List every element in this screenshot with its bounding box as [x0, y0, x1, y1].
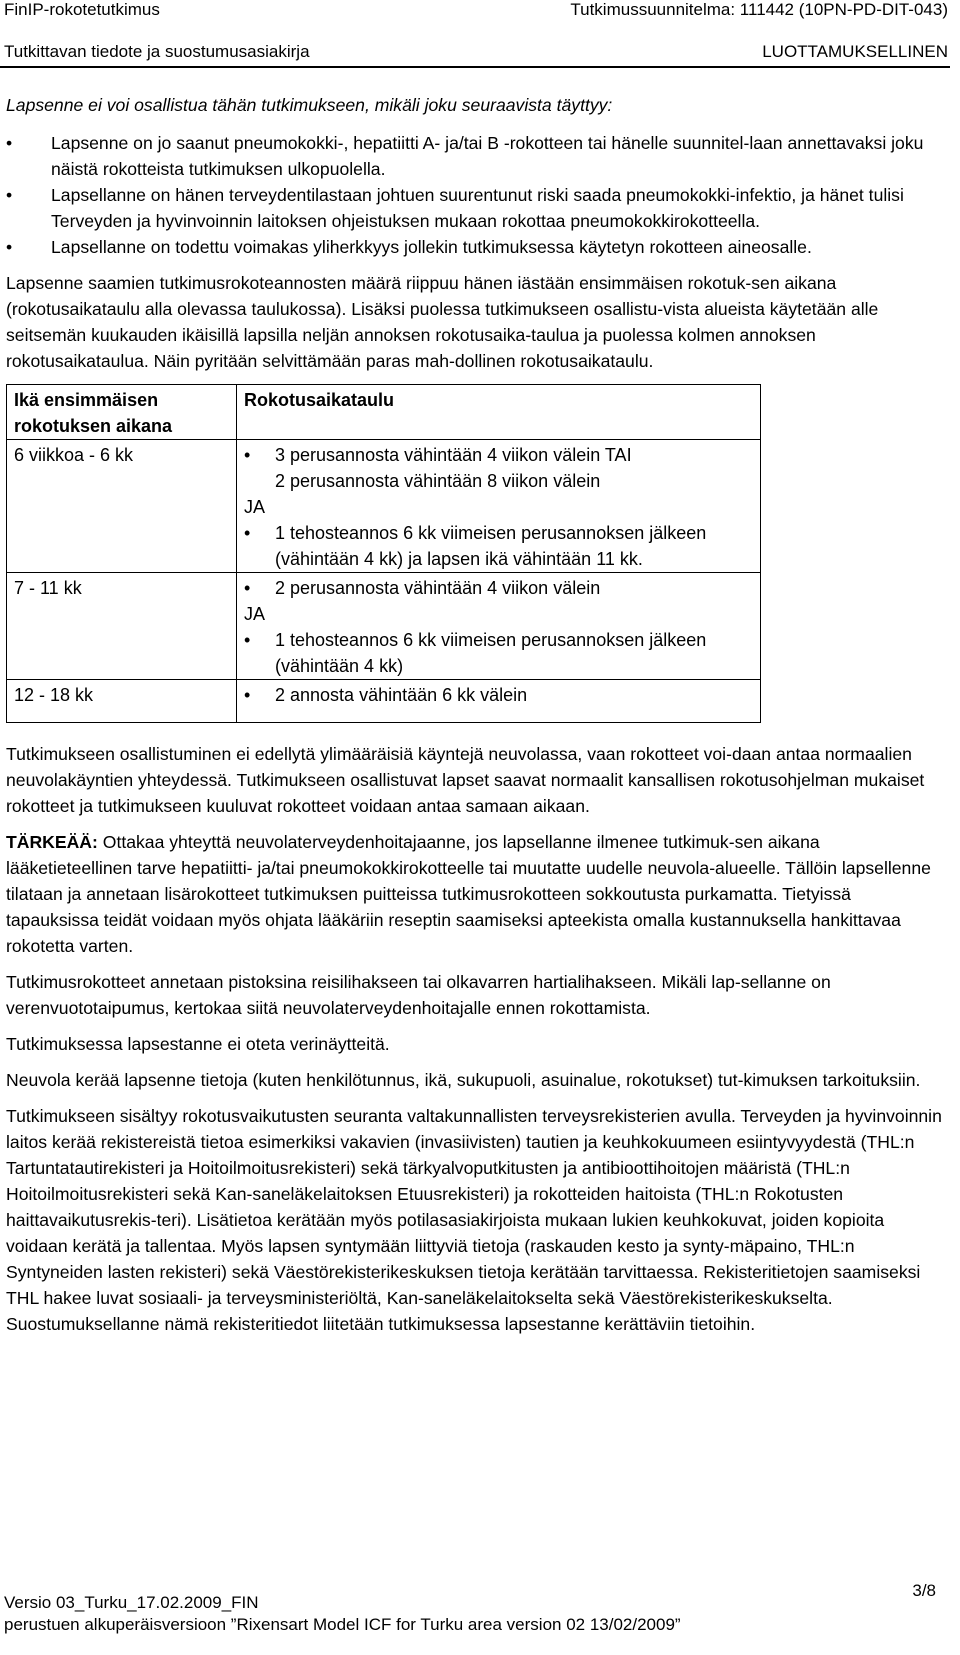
- header-confidential: LUOTTAMUKSELLINEN: [762, 42, 948, 61]
- paragraph-data-collection: Neuvola kerää lapsenne tietoja (kuten henkilötunnus, ikä, sukupuoli, asuinalue, rokotukset) tut-kimuksen tarkoituksiin.: [6, 1070, 921, 1090]
- schedule-line: 3 perusannosta vähintään 4 viikon välein TAI: [275, 445, 632, 465]
- header-org: FinIP-rokotetutkimus: [4, 0, 160, 19]
- paragraph-blood: Tutkimuksessa lapsestanne ei oteta verinäytteitä.: [6, 1034, 390, 1054]
- header-second-line: [4, 42, 948, 62]
- footer-version: Versio 03_Turku_17.02.2009_FIN: [4, 1593, 259, 1612]
- schedule-line: 2 perusannosta vähintään 4 viikon välein: [275, 578, 601, 598]
- col-age-header: Ikä ensimmäisen rokotuksen aikana: [7, 385, 237, 440]
- exclusion-list: [6, 130, 944, 260]
- schedule-line: 2 perusannosta vähintään 8 viikon välein: [275, 471, 601, 491]
- schedule-line: 2 annosta vähintään 6 kk välein: [275, 685, 528, 705]
- header-top-line: [4, 0, 948, 20]
- header-divider: [0, 66, 950, 68]
- paragraph-visits: Tutkimukseen osallistuminen ei edellytä ylimääräisiä käyntejä neuvolassa, vaan rokotteet voi-daan antaa normaalien neuvolakäyntien yhteydessä. Tutkimukseen osallistuvat lapset saavat normaalit kansallisen rokotusohjelman mukaiset rokotteet ja tutkimukseen kuuluvat rokotteet voidaan antaa samaan aikaan.: [6, 744, 925, 816]
- schedule-intro: Lapsenne saamien tutkimusrokoteannosten määrä riippuu hänen iästään ensimmäisen rokotuk-sen aikana (rokotusaikataulu alla olevassa taulukossa). Lisäksi puolessa tutkimukseen osallistu-vista alueista käytetään alle seitsemän kuukauden ikäisillä lapsilla neljän annoksen rokotusaika-taulua ja puolessa kolmen annoksen rokotusaikataulua. Näin pyritään selvittämään paras mah-dollinen rokotusaikataulu.: [6, 273, 879, 371]
- schedule-line: JA: [244, 497, 266, 517]
- exclusion-item-text: Lapsellanne on hänen terveydentilastaan johtuen suurentunut riski saada pneumokokki-infektio, ja hänet tulisi Terveyden ja hyvinvoinnin laitoksen ohjeistuksen mukaan rokottaa pneumokokkirokotteella.: [51, 185, 904, 231]
- schedule-line: (vähintään 4 kk): [275, 656, 404, 676]
- col-schedule-header: Rokotusaikataulu: [237, 385, 761, 440]
- exclusion-item-text: Lapsenne on jo saanut pneumokokki-, hepatiitti A- ja/tai B -rokotteen tai hänelle suunnitel-laan annettavaksi joku näistä rokotteista tutkimuksen ulkopuolella.: [51, 133, 924, 179]
- paragraph-important: [6, 829, 944, 959]
- table-row: [7, 440, 761, 573]
- bullet-icon: •: [244, 630, 251, 650]
- footer: [4, 1581, 936, 1636]
- bullet-icon: •: [6, 237, 13, 257]
- bullet-icon: •: [244, 523, 251, 543]
- paragraph-injection: Tutkimusrokotteet annetaan pistoksina reisilihakseen tai olkavarren hartialihakseen. Mikäli lap-sellanne on verenvuototaipumus, kertokaa siitä neuvolaterveydenhoitajalle ennen rokottamista.: [6, 972, 831, 1018]
- schedule-cell: [237, 573, 761, 680]
- exclusion-item: [6, 234, 944, 260]
- table-row: [7, 680, 761, 723]
- schedule-line: (vähintään 4 kk) ja lapsen ikä vähintään 11 kk.: [275, 549, 643, 569]
- page-number: 3/8: [912, 1581, 936, 1600]
- exclusion-item: [6, 182, 944, 234]
- age-cell: 7 - 11 kk: [7, 573, 237, 680]
- schedule-line: JA: [244, 604, 266, 624]
- header-doc-type: Tutkittavan tiedote ja suostumusasiakirja: [4, 42, 310, 61]
- schedule-line: 1 tehosteannos 6 kk viimeisen perusannoksen jälkeen: [275, 630, 707, 650]
- schedule-cell: [237, 680, 761, 723]
- header-plan: Tutkimussuunnitelma: 111442 (10PN-PD-DIT-043): [570, 0, 948, 19]
- bullet-icon: •: [244, 685, 251, 705]
- exclusion-item-text: Lapsellanne on todettu voimakas yliherkkyys jollekin tutkimuksessa käytetyn rokotteen aineosalle.: [51, 237, 812, 257]
- bullet-icon: •: [244, 578, 251, 598]
- paragraph-registers: Tutkimukseen sisältyy rokotusvaikutusten seuranta valtakunnallisten terveysrekisterien avulla. Terveyden ja hyvinvoinnin laitos kerää rekistereistä tietoa esimerkiksi vakavien (invasiivisten) tautien ja keuhkokuumeen esiintyvyydestä (THL:n Tartuntatautirekisteri ja Hoitoilmoitusrekisteri) sekä tärkyalvoputkitusten ja antibioottihoitojen määristä (THL:n Hoitoilmoitusrekisteri sekä Kan-saneläkelaitoksen Etuusrekisteri) ja rokotteiden haitoista (THL:n Rokotusten haittavaikutusrekis-teri). Lisätietoa kerätään myös potilasasiakirjoista mukaan lukien keuhkokuvat, joiden kopioita voidaan kerätä ja tallentaa. Myös lapsen syntymään liittyviä tietoja (raskauden kesto ja synty-mäpaino, THL:n Syntyneiden lasten rekisteri) sekä Väestörekisterikeskuksen tietoja kerätään tarvittaessa. Rekisteritietojen saamiseksi THL hakee luvat sosiaali- ja terveysministeriöltä, Kan-saneläkelaitokselta sekä Väestörekisterikeskukselta. Suostumuksellanne nämä rekisteritiedot liitetään tutkimuksessa lapsestanne kerättäviin tietoihin.: [6, 1106, 942, 1334]
- schedule-cell: [237, 440, 761, 573]
- bullet-icon: •: [244, 445, 251, 465]
- age-cell: 12 - 18 kk: [7, 680, 237, 723]
- exclusion-item: [6, 130, 944, 182]
- exclusion-intro: Lapsenne ei voi osallistua tähän tutkimukseen, mikäli joku seuraavista täyttyy:: [6, 95, 613, 115]
- age-cell: 6 viikkoa - 6 kk: [7, 440, 237, 573]
- table-header-row: [7, 385, 761, 440]
- schedule-line: 1 tehosteannos 6 kk viimeisen perusannoksen jälkeen: [275, 523, 707, 543]
- schedule-table: [6, 384, 761, 723]
- footer-origin: perustuen alkuperäisversioon ”Rixensart Model ICF for Turku area version 02 13/02/2009”: [4, 1615, 681, 1634]
- document-body: [6, 92, 944, 1337]
- important-text: Ottakaa yhteyttä neuvolaterveydenhoitajaanne, jos lapsellanne ilmenee tutkimuk-sen aikana lääketieteellinen tarve hepatiitti- ja/tai pneumokokkirokotteelle tai muutatte uudelle neuvola-alueelle. Tällöin lapsellenne tilataan ja annetaan lisärokotteet tutkimuksen puitteissa tutkimusrokotteen sokkoutusta purkamatta. Tietyissä tapauksissa teidät voidaan myös ohjata lääkäriin reseptin saamiseksi apteekista omalla kustannuksella hankittavaa rokotetta varten.: [6, 832, 931, 956]
- table-row: [7, 573, 761, 680]
- bullet-icon: •: [6, 133, 13, 153]
- important-label: TÄRKEÄÄ:: [6, 832, 98, 852]
- bullet-icon: •: [6, 185, 13, 205]
